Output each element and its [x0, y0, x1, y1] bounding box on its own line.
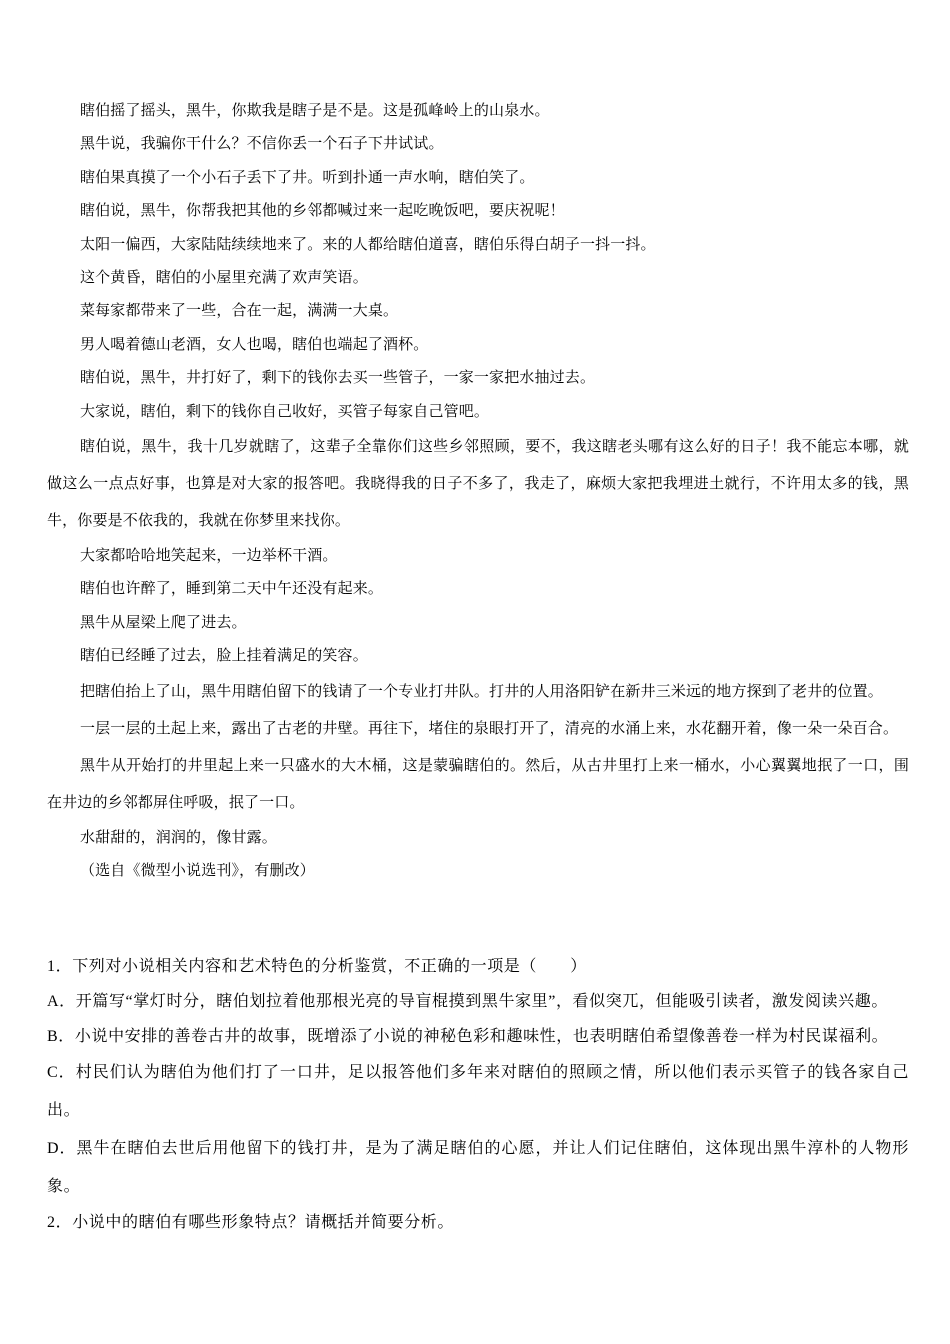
story-paragraph: 男人喝着德山老酒，女人也喝，瞎伯也端起了酒杯。	[80, 334, 429, 353]
story-paragraph: 一层一层的土起上来，露出了古老的井壁。再往下，堵住的泉眼打开了，清亮的水涌上来，水花翻开着，像一朵一朵百合。	[80, 718, 899, 737]
story-paragraph: 黑牛从开始打的井里起上来一只盛水的大木桶，这是蒙骗瞎伯的。然后，从古井里打上来一桶水，小心翼翼地抿了一口，围在井边的乡邻都屏住呼吸，抿了一口。	[47, 755, 909, 811]
question-2: 2．小说中的瞎伯有哪些形象特点？请概括并简要分析。	[47, 1214, 455, 1232]
option-b: B．小说中安排的善卷古井的故事，既增添了小说的神秘色彩和趣味性，也表明瞎伯希望像善卷一样为村民谋福利。	[47, 1027, 889, 1045]
story-paragraph: 水甜甜的，润润的，像甘露。	[80, 827, 277, 846]
story-paragraph: 瞎伯果真摸了一个小石子丢下了井。听到扑通一声水响，瞎伯笑了。	[80, 167, 535, 186]
story-paragraph: 瞎伯也许醉了，睡到第二天中午还没有起来。	[80, 579, 384, 598]
story-paragraph: 黑牛说，我骗你干什么？不信你丢一个石子下井试试。	[80, 134, 444, 153]
story-paragraph: 瞎伯摇了摇头，黑牛，你欺我是瞎子是不是。这是孤峰岭上的山泉水。	[80, 101, 550, 119]
option-a: A．开篇写“掌灯时分，瞎伯划拉着他那根光亮的导盲棍摸到黑牛家里”，看似突兀，但能吸引读者，激发阅读兴趣。	[47, 992, 888, 1010]
story-paragraph: 大家都哈哈地笑起来，一边举杯干酒。	[80, 546, 338, 565]
option-c: C．村民们认为瞎伯为他们打了一口井，足以报答他们多年来对瞎伯的照顾之情，所以他们表示买管子的钱各家自己出。	[47, 1064, 909, 1120]
option-d: D．黑牛在瞎伯去世后用他留下的钱打井，是为了满足瞎伯的心愿，并让人们记住瞎伯，这体现出黑牛淳朴的人物形象。	[47, 1140, 909, 1196]
story-text	[47, 94, 909, 888]
story-paragraph: 太阳一偏西，大家陆陆续续地来了。来的人都给瞎伯道喜，瞎伯乐得白胡子一抖一抖。	[80, 234, 656, 253]
story-paragraph: 黑牛从屋梁上爬了进去。	[80, 612, 247, 631]
questions-section	[47, 950, 909, 1241]
story-paragraph: 瞎伯说，黑牛，我十几岁就瞎了，这辈子全靠你们这些乡邻照顾，要不，我这瞎老头哪有这么好的日子！我不能忘本哪，就做这么一点点好事，也算是对大家的报答吧。我晓得我的日子不多了，我走了，麻烦大家把我埋进土就行，不许用太多的钱，黑牛，你要是不依我的，我就在你梦里来找你。	[47, 437, 909, 530]
story-paragraph: 菜每家都带来了一些，合在一起，满满一大桌。	[80, 301, 399, 320]
story-paragraph: 这个黄昏，瞎伯的小屋里充满了欢声笑语。	[80, 268, 368, 287]
story-paragraph: 瞎伯说，黑牛，井打好了，剩下的钱你去买一些管子，一家一家把水抽过去。	[80, 368, 596, 387]
story-paragraph: 瞎伯已经睡了过去，脸上挂着满足的笑容。	[80, 646, 368, 665]
story-paragraph: 瞎伯说，黑牛，你帮我把其他的乡邻都喊过来一起吃晚饭吧，要庆祝呢！	[80, 201, 565, 220]
story-paragraph: 把瞎伯抬上了山，黑牛用瞎伯留下的钱请了一个专业打井队。打井的人用洛阳铲在新井三米远的地方探到了老井的位置。	[80, 681, 883, 700]
story-paragraph: 大家说，瞎伯，剩下的钱你自己收好，买管子每家自己管吧。	[80, 401, 490, 420]
source-note: （选自《微型小说选刊》，有删改）	[80, 861, 315, 880]
question-1: 1．下列对小说相关内容和艺术特色的分析鉴赏，不正确的一项是（ ）	[47, 958, 587, 975]
